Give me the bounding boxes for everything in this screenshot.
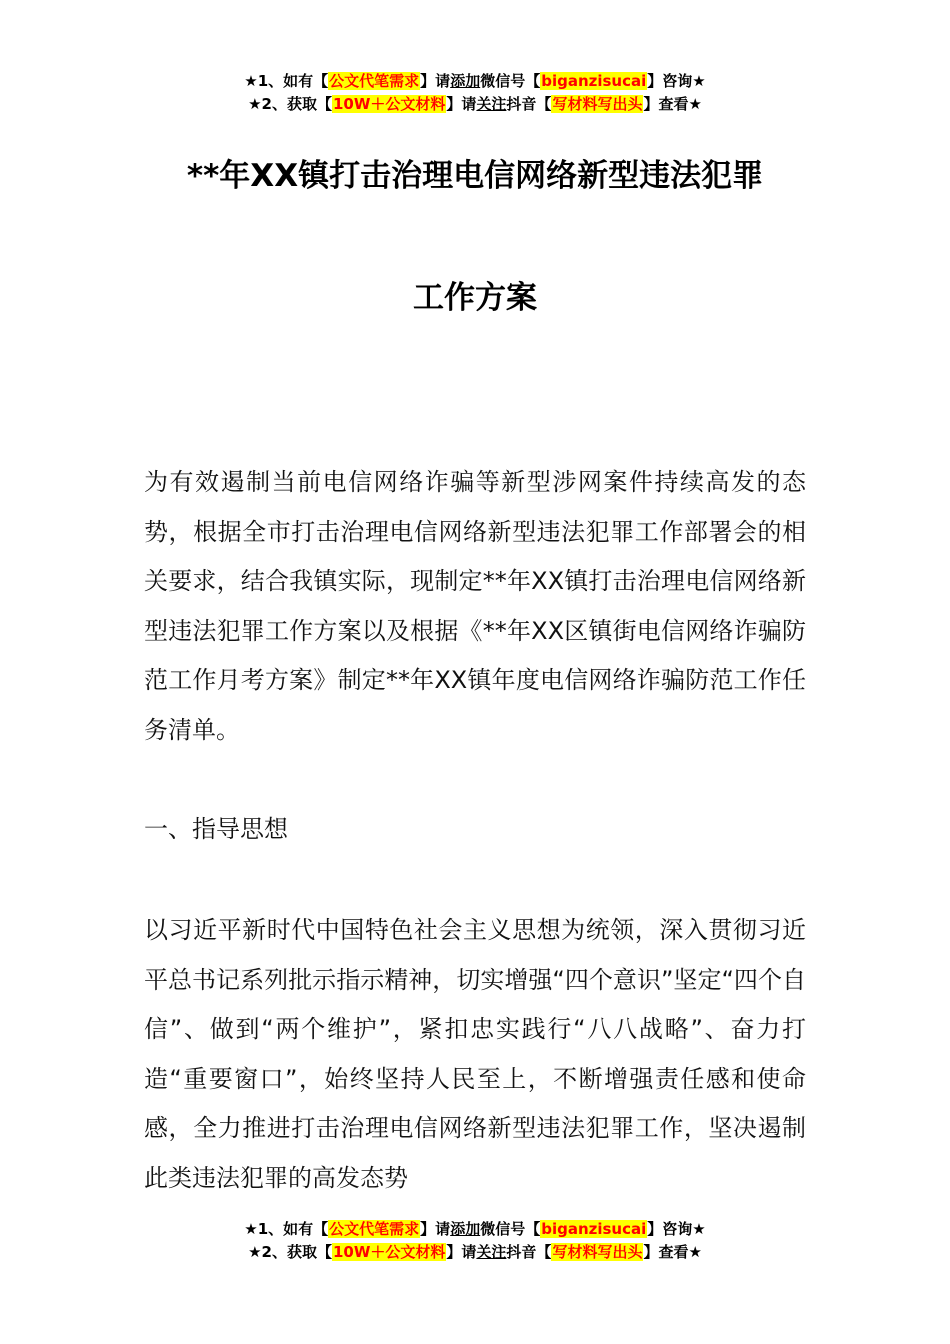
promo-banner-bottom: [0, 1218, 950, 1264]
banner-text: ★2、获取【: [248, 95, 332, 113]
banner-text: 抖音【: [506, 95, 552, 113]
banner-text: ★1、如有【: [244, 1220, 329, 1238]
banner-line-1: [0, 70, 950, 93]
underlined-follow: 关注: [476, 1243, 507, 1261]
banner-line-1: [0, 1218, 950, 1241]
banner-text: ★2、获取【: [248, 1243, 332, 1261]
banner-text: 】请: [446, 1243, 477, 1261]
banner-text: 微信号【: [480, 72, 541, 90]
highlight-service: 公文代笔需求: [329, 1220, 420, 1238]
banner-text: 】请: [420, 1220, 451, 1238]
banner-text: 抖音【: [506, 1243, 552, 1261]
promo-banner-top: [0, 70, 950, 116]
banner-text: 】咨询★: [647, 1220, 706, 1238]
document-title-line-2: 工作方案: [413, 280, 537, 316]
banner-text: 】查看★: [643, 95, 702, 113]
highlight-douyin: 写材料写出头: [552, 1243, 643, 1261]
banner-text: 微信号【: [480, 1220, 541, 1238]
highlight-douyin: 写材料写出头: [552, 95, 643, 113]
banner-text: 】请: [446, 95, 477, 113]
banner-text: 】请: [420, 72, 451, 90]
intro-paragraph: 为有效遏制当前电信网络诈骗等新型涉网案件持续高发的态势，根据全市打击治理电信网络新型违法犯罪工作部署会的相关要求，结合我镇实际，现制定**年XX镇打击治理电信网络新型违法犯罪工作方案以及根据《**年XX区镇街电信网络诈骗防范工作月考方案》制定**年XX镇年度电信网络诈骗防范工作任务清单。: [144, 468, 806, 744]
banner-text: 】查看★: [643, 1243, 702, 1261]
banner-text: 】咨询★: [647, 72, 706, 90]
banner-text: ★1、如有【: [244, 72, 329, 90]
highlight-materials: 10W＋公文材料: [332, 95, 446, 113]
section-heading-guiding-ideology: 一、指导思想: [144, 815, 288, 843]
underlined-add: 添加: [450, 1220, 481, 1238]
highlight-wechat-id: biganzisucai: [541, 1220, 647, 1238]
banner-line-2: [0, 93, 950, 116]
highlight-materials: 10W＋公文材料: [332, 1243, 446, 1261]
document-title-line-1: **年XX镇打击治理电信网络新型违法犯罪: [186, 158, 764, 194]
highlight-wechat-id: biganzisucai: [541, 72, 647, 90]
underlined-add: 添加: [450, 72, 481, 90]
underlined-follow: 关注: [476, 95, 507, 113]
section-body-guiding-ideology: 以习近平新时代中国特色社会主义思想为统领，深入贯彻习近平总书记系列批示指示精神，切实增强“四个意识”坚定“四个自信”、做到“两个维护”，紧扣忠实践行“八八战略”、奋力打造“重要窗口”，始终坚持人民至上，不断增强责任感和使命感，全力推进打击治理电信网络新型违法犯罪工作，坚决遏制此类违法犯罪的高发态势: [144, 916, 806, 1192]
banner-line-2: [0, 1241, 950, 1264]
highlight-service: 公文代笔需求: [329, 72, 420, 90]
